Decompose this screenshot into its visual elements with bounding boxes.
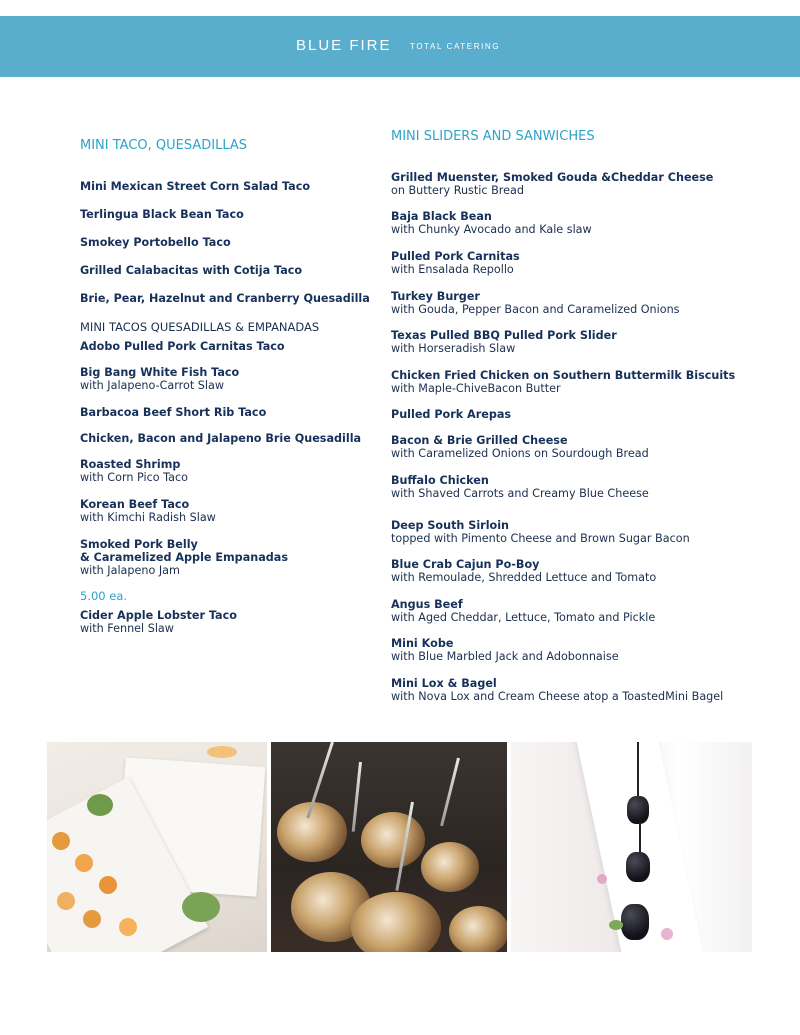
spoon-graphic (352, 762, 362, 832)
menu-item (391, 369, 735, 395)
menu-item (391, 408, 511, 421)
herb-garnish (87, 794, 113, 816)
menu-item-description: with Gouda, Pepper Bacon and Caramelized Onions (391, 303, 680, 316)
menu-item-name-continued: & Caramelized Apple Empanadas (80, 551, 288, 564)
menu-item-description: with Kimchi Radish Slaw (80, 511, 216, 524)
appetizer-bite (83, 910, 101, 928)
menu-item (80, 292, 370, 305)
menu-item (80, 498, 216, 524)
appetizer-bite (119, 918, 137, 936)
menu-item-name: Chicken, Bacon and Jalapeno Brie Quesadilla (80, 432, 362, 445)
menu-item (391, 677, 723, 703)
menu-item (391, 558, 656, 584)
menu-item (80, 458, 188, 484)
menu-item (391, 171, 713, 197)
section-heading-mini-taco: MINI TACO, QUESADILLAS (80, 138, 248, 153)
menu-item (391, 519, 690, 545)
menu-item-description: with Nova Lox and Cream Cheese atop a ToastedMini Bagel (391, 690, 724, 703)
menu-item-description: with Remoulade, Shredded Lettuce and Tomato (391, 571, 657, 584)
menu-item (80, 180, 310, 193)
appetizer-bite (75, 854, 93, 872)
menu-item (80, 432, 361, 445)
menu-item-name: Pulled Pork Carnitas (391, 250, 520, 263)
menu-item (80, 538, 288, 577)
menu-item (391, 250, 520, 276)
menu-item-name: Korean Beef Taco (80, 498, 190, 511)
menu-item-description: with Corn Pico Taco (80, 471, 188, 484)
menu-item (391, 637, 619, 663)
menu-item-name: Deep South Sirloin (391, 519, 510, 532)
menu-item-description: with Ensalada Repollo (391, 263, 514, 276)
appetizer-bite (57, 892, 75, 910)
header-bar (0, 16, 800, 77)
spoon-graphic (440, 758, 460, 827)
section-heading-mini-sliders: MINI SLIDERS AND SANWICHES (391, 129, 595, 144)
menu-item (80, 406, 266, 419)
menu-item (391, 474, 649, 500)
appetizer-cup (351, 892, 441, 952)
menu-item-name: Roasted Shrimp (80, 458, 181, 471)
menu-item-description: with Blue Marbled Jack and Adobonnaise (391, 650, 619, 663)
menu-item-name: Terlingua Black Bean Taco (80, 208, 244, 221)
menu-item-name: Angus Beef (391, 598, 463, 611)
menu-item (80, 264, 302, 277)
appetizer-bite (52, 832, 70, 850)
menu-item (80, 208, 244, 221)
menu-item-description: with Jalapeno Jam (80, 564, 180, 577)
menu-item-name: Adobo Pulled Pork Carnitas Taco (80, 340, 285, 353)
flower-garnish (597, 874, 607, 884)
menu-item (391, 329, 617, 355)
menu-item (80, 340, 285, 353)
blackberry (626, 852, 650, 882)
flower-garnish (661, 928, 673, 940)
menu-item-name: Blue Crab Cajun Po-Boy (391, 558, 540, 571)
menu-item (391, 434, 649, 460)
appetizer-cup (421, 842, 479, 892)
brand-tagline: TOTAL CATERING (410, 42, 501, 51)
brand-name: BLUE FIRE (296, 37, 392, 54)
menu-item-description: topped with Pimento Cheese and Brown Sugar Bacon (391, 532, 690, 545)
menu-item (391, 598, 655, 624)
photo-appetizer-cups (271, 742, 507, 952)
menu-item-description: with Fennel Slaw (80, 622, 174, 635)
appetizer-cup (277, 802, 347, 862)
section-subheading-empanadas: MINI TACOS QUESADILLAS & EMPANADAS (80, 320, 320, 334)
menu-item-description: with Aged Cheddar, Lettuce, Tomato and Pickle (391, 611, 656, 624)
menu-item (391, 210, 592, 236)
menu-item-name: Smoked Pork Belly (80, 538, 198, 551)
menu-item-name: Buffalo Chicken (391, 474, 489, 487)
menu-item (80, 236, 231, 249)
menu-item-description: with Chunky Avocado and Kale slaw (391, 223, 592, 236)
menu-item (391, 290, 680, 316)
menu-item-description: with Horseradish Slaw (391, 342, 516, 355)
menu-item-name: Pulled Pork Arepas (391, 408, 512, 421)
menu-item-description: on Buttery Rustic Bread (391, 184, 524, 197)
menu-item (80, 609, 237, 635)
menu-item-description: with Jalapeno-Carrot Slaw (80, 379, 225, 392)
photo-appetizer-tray (47, 742, 267, 952)
menu-item (80, 366, 239, 392)
menu-item-name: Brie, Pear, Hazelnut and Cranberry Quesadilla (80, 292, 370, 305)
blackberry (621, 904, 649, 940)
price-label: 5.00 ea. (80, 589, 128, 603)
menu-item-name: Big Bang White Fish Taco (80, 366, 240, 379)
menu-item-description: with Maple-ChiveBacon Butter (391, 382, 561, 395)
menu-item-name: Smokey Portobello Taco (80, 236, 231, 249)
menu-item-name: Baja Black Bean (391, 210, 492, 223)
menu-item-name: Barbacoa Beef Short Rib Taco (80, 406, 267, 419)
menu-item-name: Mini Mexican Street Corn Salad Taco (80, 180, 311, 193)
blackberry (627, 796, 649, 824)
herb-garnish (182, 892, 220, 922)
appetizer-bite (99, 876, 117, 894)
menu-item-name: Turkey Burger (391, 290, 480, 303)
appetizer-bite (207, 746, 237, 758)
menu-item-name: Chicken Fried Chicken on Southern Buttermilk Biscuits (391, 369, 736, 382)
photo-berry-skewers (511, 742, 752, 952)
menu-item-description: with Caramelized Onions on Sourdough Bread (391, 447, 649, 460)
menu-item-name: Mini Lox & Bagel (391, 677, 497, 690)
skewer-graphic (637, 742, 639, 802)
herb-garnish (609, 920, 623, 930)
appetizer-cup (361, 812, 425, 868)
menu-item-name: Bacon & Brie Grilled Cheese (391, 434, 568, 447)
menu-item-name: Cider Apple Lobster Taco (80, 609, 237, 622)
menu-item-description: with Shaved Carrots and Creamy Blue Cheese (391, 487, 649, 500)
menu-item-name: Texas Pulled BBQ Pulled Pork Slider (391, 329, 617, 342)
menu-item-name: Grilled Muenster, Smoked Gouda &Cheddar Cheese (391, 171, 714, 184)
appetizer-cup (449, 906, 507, 952)
menu-item-name: Grilled Calabacitas with Cotija Taco (80, 264, 303, 277)
menu-item-name: Mini Kobe (391, 637, 454, 650)
